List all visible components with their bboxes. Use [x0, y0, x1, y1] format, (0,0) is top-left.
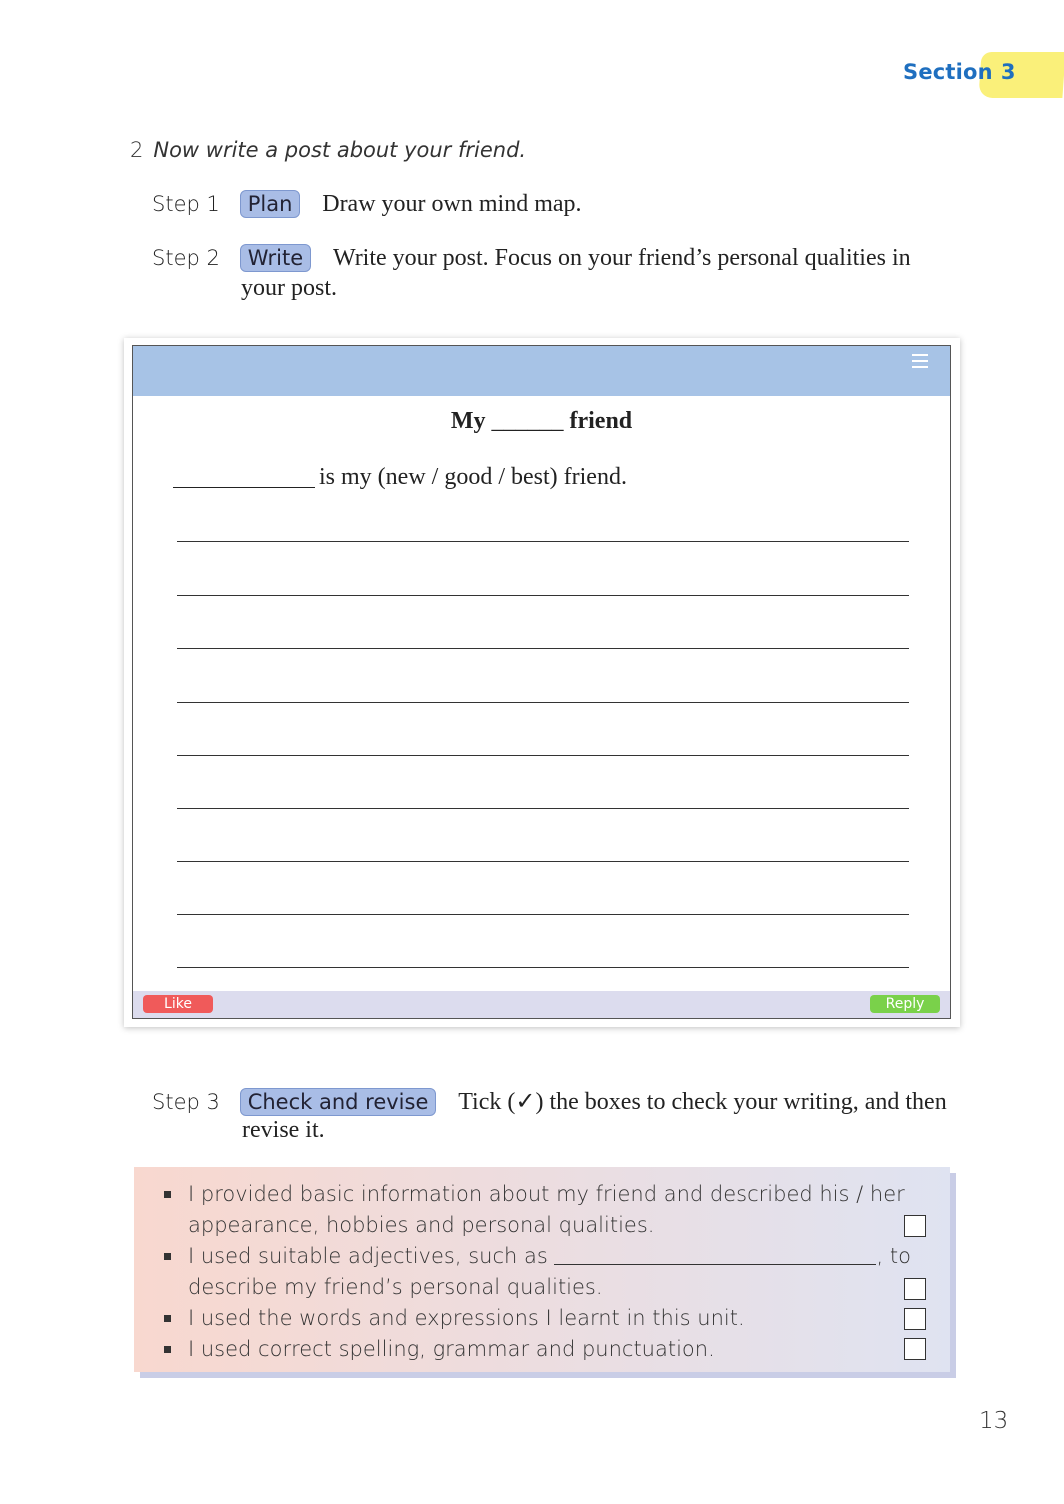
checklist-item-text: I provided basic information about my friend and described his / her [188, 1182, 905, 1206]
name-blank[interactable] [173, 465, 315, 488]
writing-line[interactable] [177, 808, 909, 809]
checklist-item-text: I used the words and expressions I learnt in this unit. [188, 1306, 745, 1330]
checkbox[interactable] [904, 1338, 926, 1360]
post-footer-bar [133, 991, 950, 1018]
step-2-continuation: your post. [241, 275, 337, 301]
step-2 [152, 244, 911, 272]
first-line-text: is my (new / good / best) friend. [319, 464, 627, 490]
checklist-item-text: I used correct spelling, grammar and punctuation. [188, 1337, 715, 1361]
step-1 [152, 190, 582, 218]
page-number: 13 [979, 1408, 1009, 1434]
reply-button[interactable]: Reply [870, 995, 940, 1013]
bullet-icon [164, 1191, 171, 1198]
step-label: Step 3 [152, 1090, 220, 1114]
post-title-my: My [450, 408, 486, 434]
step-pill-check-and-revise: Check and revise [240, 1088, 437, 1116]
step-pill-plan: Plan [240, 190, 301, 218]
writing-line[interactable] [177, 648, 909, 649]
post-title-friend: friend [569, 408, 633, 434]
adjectives-text-after: , to [876, 1244, 911, 1268]
checkbox[interactable] [904, 1308, 926, 1330]
section-indicator [903, 60, 1016, 84]
task-number: 2 [130, 138, 144, 162]
checklist-item-text [188, 1241, 911, 1272]
checklist-item-text: describe my friend’s personal qualities. [188, 1275, 603, 1299]
checklist-item-text: appearance, hobbies and personal qualities. [188, 1213, 655, 1237]
like-button[interactable]: Like [143, 995, 213, 1013]
step-text: Tick (✓) the boxes to check your writing, and then [458, 1089, 947, 1115]
writing-line[interactable] [177, 967, 909, 968]
step-text: Draw your own mind map. [322, 191, 582, 217]
bullet-icon [164, 1346, 171, 1353]
post-title-blank: ______ [491, 408, 564, 434]
step-pill-write: Write [240, 244, 311, 272]
post-first-line [173, 464, 627, 491]
step-label: Step 2 [152, 246, 220, 270]
checkbox[interactable] [904, 1215, 926, 1237]
bullet-icon [164, 1253, 171, 1260]
task-instruction: Now write a post about your friend. [153, 138, 527, 162]
post-title [133, 408, 950, 435]
writing-line[interactable] [177, 595, 909, 596]
step-3 [152, 1087, 947, 1116]
writing-line[interactable] [177, 541, 909, 542]
post-header-bar [133, 346, 950, 396]
checklist-box [134, 1167, 950, 1372]
adjectives-text: I used suitable adjectives, such as [188, 1244, 548, 1268]
step-3-continuation: revise it. [242, 1117, 325, 1143]
bullet-icon [164, 1315, 171, 1322]
adjectives-blank[interactable] [554, 1244, 876, 1265]
section-number: 3 [1000, 60, 1016, 84]
task-heading [130, 138, 526, 162]
checkbox[interactable] [904, 1278, 926, 1300]
writing-line[interactable] [177, 914, 909, 915]
step-text: Write your post. Focus on your friend’s personal qualities in [333, 245, 911, 271]
hamburger-menu-icon[interactable] [912, 354, 928, 368]
writing-line[interactable] [177, 755, 909, 756]
writing-line[interactable] [177, 702, 909, 703]
section-label: Section [903, 60, 993, 84]
writing-line[interactable] [177, 861, 909, 862]
step-label: Step 1 [152, 192, 220, 216]
post-card [132, 345, 951, 1019]
